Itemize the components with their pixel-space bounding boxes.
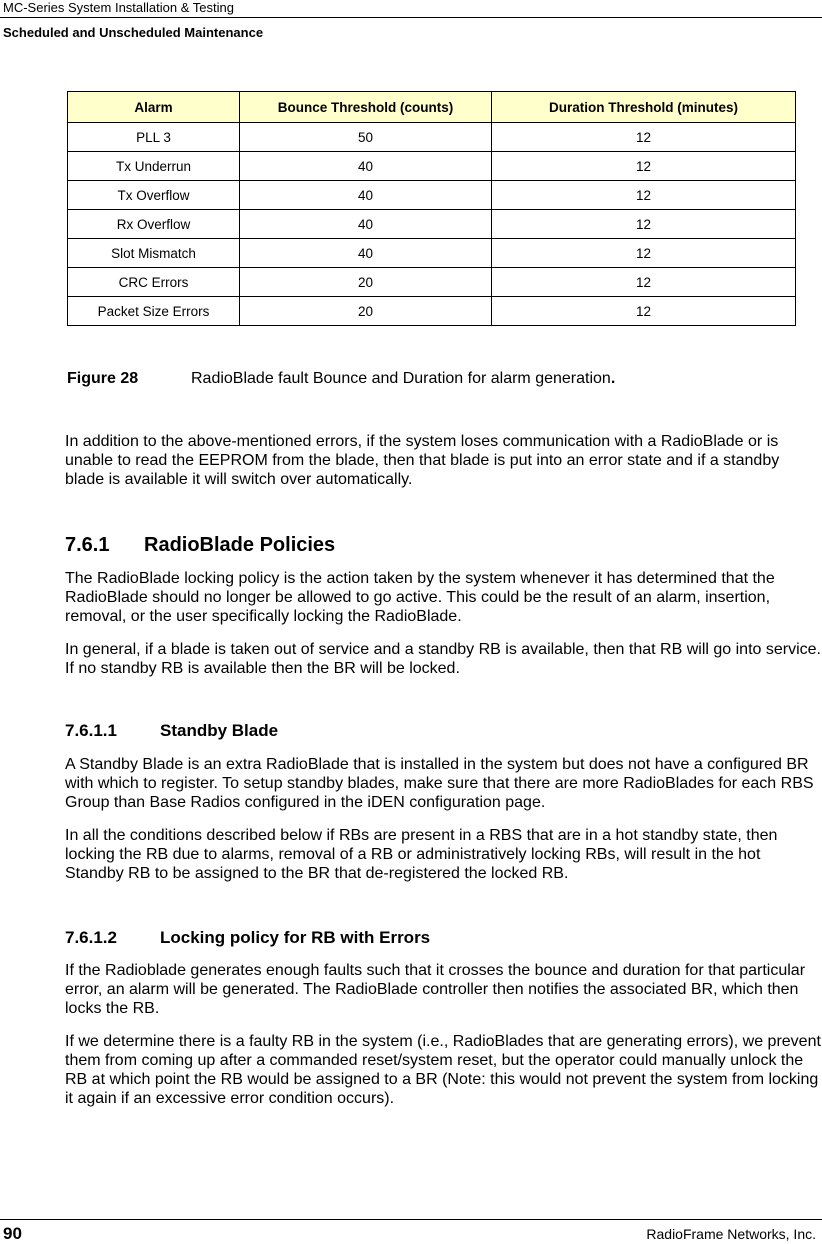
section-heading-7-6-1 [65, 534, 335, 557]
cell-bounce: 20 [240, 297, 492, 326]
cell-alarm: Slot Mismatch [68, 239, 240, 268]
table-row [68, 210, 796, 239]
table-row [68, 181, 796, 210]
cell-bounce: 40 [240, 239, 492, 268]
header-rule [0, 17, 822, 18]
cell-bounce: 40 [240, 181, 492, 210]
section-title: Locking policy for RB with Errors [160, 928, 431, 947]
cell-alarm: CRC Errors [68, 268, 240, 297]
cell-bounce: 20 [240, 268, 492, 297]
cell-bounce: 50 [240, 123, 492, 152]
cell-duration: 12 [492, 268, 796, 297]
running-header-section: Scheduled and Unscheduled Maintenance [3, 25, 264, 40]
running-header-title: MC-Series System Installation & Testing [3, 0, 234, 15]
table-row [68, 152, 796, 181]
cell-alarm: PLL 3 [68, 123, 240, 152]
cell-duration: 12 [492, 239, 796, 268]
footer-rule [0, 1219, 822, 1220]
table-header-row [68, 92, 796, 123]
section-number: 7.6.1 [65, 534, 110, 556]
table-row [68, 268, 796, 297]
cell-duration: 12 [492, 123, 796, 152]
cell-alarm: Tx Underrun [68, 152, 240, 181]
section-number: 7.6.1.2 [65, 928, 117, 947]
paragraph: A Standby Blade is an extra RadioBlade that is installed in the system but does not have a configured BR with which to register. To setup standby blades, make sure that there are more RadioBlades for each RBS Group than Base Radios configured in the iDEN configuration page. [65, 756, 814, 811]
cell-alarm: Rx Overflow [68, 210, 240, 239]
paragraph: The RadioBlade locking policy is the action taken by the system whenever it has determined that the RadioBlade should no longer be allowed to go active. This could be the result of an alarm, insertion, removal, or the user specifically locking the RadioBlade. [65, 570, 775, 625]
figure-caption-text: RadioBlade fault Bounce and Duration for alarm generation [191, 370, 611, 387]
column-header-duration: Duration Threshold (minutes) [492, 92, 796, 123]
cell-bounce: 40 [240, 152, 492, 181]
footer-company: RadioFrame Networks, Inc. [646, 1226, 816, 1242]
paragraph: In general, if a blade is taken out of service and a standby RB is available, then that RB will go into service. If no standby RB is available then the BR will be locked. [65, 641, 821, 677]
table-row [68, 297, 796, 326]
section-heading-7-6-1-2 [65, 928, 430, 948]
intro-paragraph: In addition to the above-mentioned errors, if the system loses communication with a RadioBlade or is unable to read the EEPROM from the blade, then that blade is put into an error state and if a standby blade is available it will switch over automatically. [65, 433, 780, 488]
paragraph: If the Radioblade generates enough faults such that it crosses the bounce and duration for that particular error, an alarm will be generated. The RadioBlade controller then notifies the associated BR, which then locks the RB. [65, 962, 806, 1017]
alarm-threshold-table [67, 91, 796, 326]
figure-caption-period: . [610, 370, 616, 387]
cell-duration: 12 [492, 181, 796, 210]
cell-alarm: Tx Overflow [68, 181, 240, 210]
section-title: RadioBlade Policies [144, 534, 336, 556]
paragraph: If we determine there is a faulty RB in the system (i.e., RadioBlades that are generating errors), we prevent them from coming up after a commanded reset/system reset, but the operator could manually unlock the RB at which point the RB would be assigned to a BR (Note: this would not prevent the system from locking it again if an excessive error condition occurs). [65, 1033, 821, 1107]
paragraph: In all the conditions described below if RBs are present in a RBS that are in a hot standby state, then locking the RB due to alarms, removal of a RB or administratively locking RBs, will result in the hot Standby RB to be assigned to the BR that de-registered the locked RB. [65, 827, 778, 882]
section-title: Standby Blade [160, 721, 279, 740]
figure-label: Figure 28 [67, 370, 139, 387]
cell-duration: 12 [492, 297, 796, 326]
column-header-alarm: Alarm [68, 92, 240, 123]
cell-alarm: Packet Size Errors [68, 297, 240, 326]
column-header-bounce: Bounce Threshold (counts) [240, 92, 492, 123]
table-row [68, 123, 796, 152]
cell-bounce: 40 [240, 210, 492, 239]
cell-duration: 12 [492, 152, 796, 181]
section-number: 7.6.1.1 [65, 721, 117, 740]
page-number: 90 [3, 1224, 22, 1243]
figure-caption [67, 370, 615, 388]
cell-duration: 12 [492, 210, 796, 239]
table-row [68, 239, 796, 268]
section-heading-7-6-1-1 [65, 721, 278, 741]
